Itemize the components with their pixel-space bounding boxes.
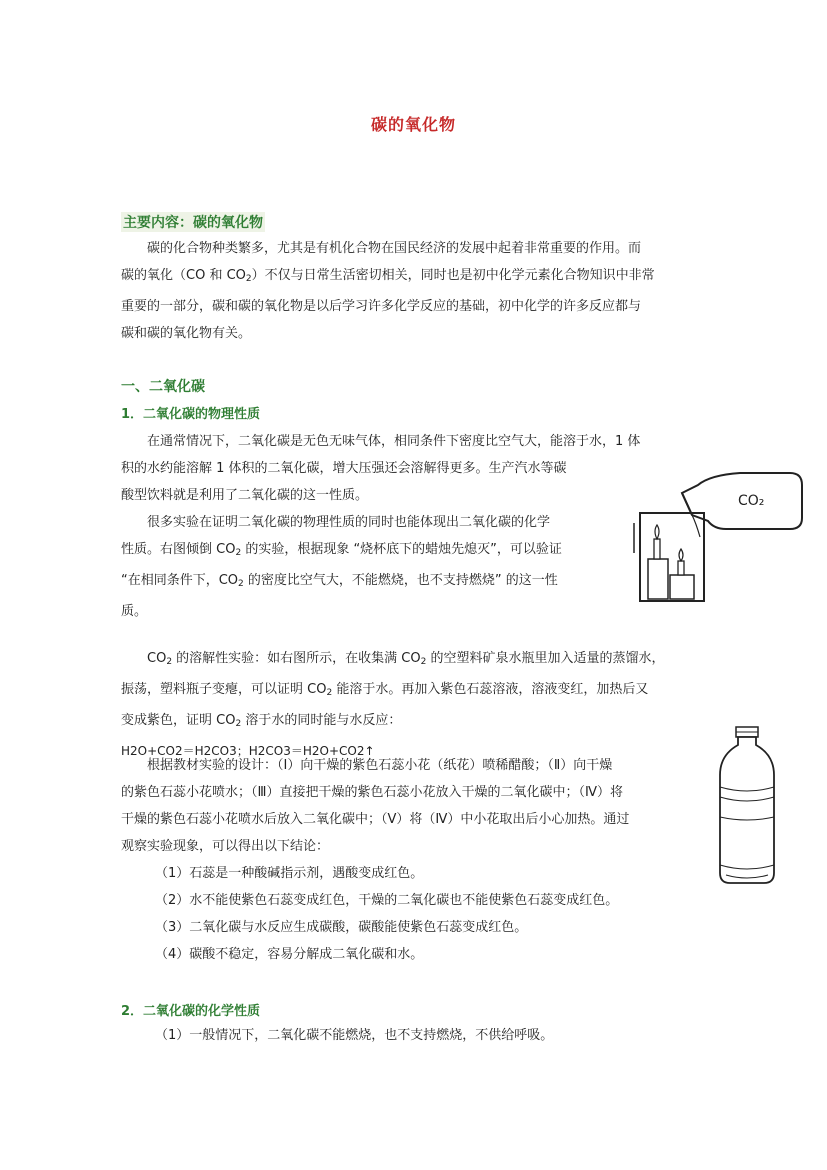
heading-physical-properties: 1．二氧化碳的物理性质 [121, 407, 261, 422]
dissolve-paragraph: $CO_2$ 的溶解性实验：如右图所示，在收集满 $CO_2$ 的空塑料矿泉水瓶里加入适量的蒸馏水， 振荡，塑料瓶子变瘪，可以证明 $CO_2$ 能溶于水。再加入紫色石蕊溶液，溶液变红，加热后又 变成紫色，证明 $CO_2$ 溶于水的同时能与水反应： H2O+CO2＝H2CO3；H2CO3＝H2O+CO2↑ [121, 645, 701, 765]
bottle-label: CO₂ [738, 493, 765, 509]
intro-line: 碳的化合物种类繁多，尤其是有机化合物在国民经济的发展中起着非常重要的作用。而 [147, 241, 642, 256]
conclusion-item: （4）碳酸不稳定，容易分解成二氧化碳和水。 [155, 947, 424, 962]
intro-line: 重要的一部分，碳和碳的氧化物是以后学习许多化学反应的基础，初中化学的许多反应都与 [121, 299, 642, 314]
page-title: 碳的氧化物 [370, 115, 456, 134]
reaction-equation: H2O+CO2＝H2CO3；H2CO3＝H2O+CO2↑ [121, 744, 375, 758]
plastic-bottle-figure [712, 725, 782, 887]
section-heading-main: 主要内容：碳的氧化物 [121, 212, 265, 232]
conclusion-item: （1）石蕊是一种酸碱指示剂，遇酸变成红色。 [155, 866, 424, 881]
conclusion-item: （3）二氧化碳与水反应生成碳酸，碳酸能使紫色石蕊变成红色。 [155, 920, 528, 935]
co2-pouring-figure [630, 463, 810, 608]
intro-paragraph [121, 235, 681, 347]
heading-co2: 一、二氧化碳 [121, 379, 205, 395]
intro-line: 碳的氧化（CO 和 $CO_2$）不仅与日常生活密切相关，同时也是初中化学元素化合物知识中非常 [121, 268, 655, 284]
heading-chemical-properties: 2．二氧化碳的化学性质 [121, 1004, 261, 1019]
conclusion-item: （2）水不能使紫色石蕊变成红色，干燥的二氧化碳也不能使紫色石蕊变成红色。 [155, 893, 619, 908]
intro-line: 碳和碳的氧化物有关。 [121, 326, 252, 341]
design-paragraph: 根据教材实验的设计：（Ⅰ）向干燥的紫色石蕊小花（纸花）喷稀醋酸；（Ⅱ）向干燥 的紫色石蕊小花喷水；（Ⅲ）直接把干燥的紫色石蕊小花放入干燥的二氧化碳中；（Ⅳ）将 干燥的紫色石蕊小花喷水后放入二氧化碳中；（Ⅴ）将（Ⅳ）中小花取出后小心加热。通过 观察实验现象，可以得出以下结论： （1）石蕊是一种酸碱指示剂，遇酸变成红色。 （2）水不能使紫色石蕊变成红色，干燥的二氧化碳也不能使紫色石蕊变成红色。 （3）二氧化碳与水反应生成碳酸，碳酸能使紫色石蕊变成红色。 （4）碳酸不稳定，容易分解成二氧化碳和水。 [121, 752, 701, 968]
physical-paragraph: 在通常情况下，二氧化碳是无色无味气体，相同条件下密度比空气大，能溶于水，1 体 积的水约能溶解 1 体积的二氧化碳，增大压强还会溶解得更多。生产汽水等碳 酸型饮料就是利用了二氧化碳的这一性质。 很多实验在证明二氧化碳的物理性质的同时也能体现出二氧化碳的化学 性质。右图倾倒 $CO_2$ 的实验，根据现象 “烧杯底下的蜡烛先熄灭”，可以验证 “在相同条件下，$CO_2$ 的密度比空气大，不能燃烧，也不支持燃烧” 的这一性 质。 [121, 434, 641, 619]
chemical-paragraph: （1）一般情况下，二氧化碳不能燃烧，也不支持燃烧，不供给呼吸。 [155, 1028, 554, 1043]
